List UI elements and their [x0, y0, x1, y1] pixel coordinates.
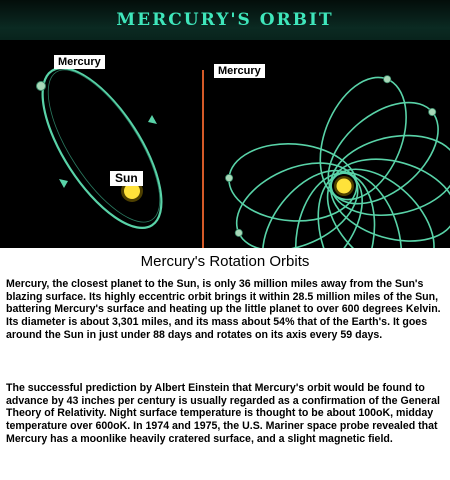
single-orbit-panel: [12, 40, 200, 248]
mercury-label: Mercury: [54, 55, 105, 69]
orbit-loop: [286, 167, 384, 248]
diagram-caption: Mercury's Rotation Orbits: [140, 253, 310, 270]
orbit-loop: [243, 152, 382, 248]
orbit-arrow: [59, 179, 68, 188]
orbit-path: [20, 50, 184, 246]
orbit-loop: [304, 162, 417, 248]
mercury-planet: [37, 82, 46, 91]
description-paragraph-2: The successful prediction by Albert Einstein that Mercury's orbit would be found to advance by 43 inches per century is usually regarded as a confirmation of the General Theory of Relativity. Night surface temperature is thought to be about 100oK, midday temperature over 600oK. In 1974 and 1975, the U.S. Mariner space probe revealed that Mercury has a moonlike heavily cratered surface, and a slight magnetic field.: [6, 382, 440, 445]
precessing-orbit-panel: [202, 40, 450, 248]
description-paragraph-1: Mercury, the closest planet to the Sun, is only 36 million miles away from the Sun's blazing surface. Its highly eccentric orbit brings it within 28.5 million miles of the Sun, battering Mercury's surface and heating up the little planet to over 600 degrees Kelvin. Its diameter is about 3,301 miles, and its mass about 54% that of the Earth's. It goes around the Sun in just under 88 days and rotates on its axis every 59 days.: [6, 278, 441, 341]
precessing-orbit-rosette: [223, 65, 450, 248]
mercury-position: [226, 174, 233, 181]
orbit-loop: [304, 65, 423, 212]
mercury-position: [235, 229, 242, 236]
orbit-arrow: [148, 115, 157, 124]
banner-title: MERCURY'S ORBIT: [0, 0, 450, 40]
mercury-position: [384, 76, 391, 83]
sun: [337, 179, 352, 194]
mercury-label: Mercury: [214, 64, 265, 78]
orbit-path-inner: [28, 54, 181, 239]
mercury-position: [429, 108, 436, 115]
sun-label: Sun: [110, 171, 143, 186]
single-orbit-diagram: [12, 40, 200, 248]
